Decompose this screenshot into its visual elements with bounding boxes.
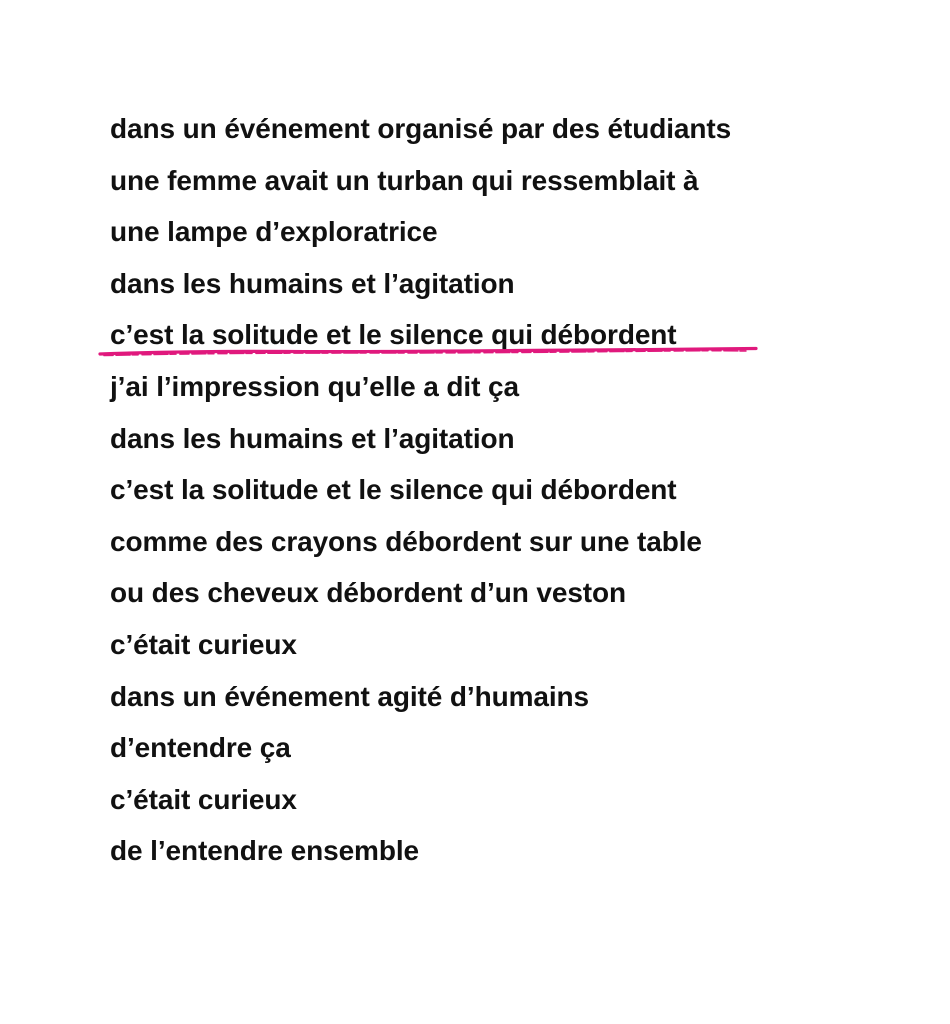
- poem-line-2: une femme avait un turban qui ressemblait à: [110, 164, 699, 196]
- hand-drawn-underline: [98, 343, 760, 359]
- poem-line-8: c’est la solitude et le silence qui débordent: [110, 474, 677, 506]
- poem-line-6: j’ai l’impression qu’elle a dit ça: [110, 370, 519, 402]
- poem-line-9: comme des crayons débordent sur une table: [110, 525, 702, 557]
- poem-line-14: c’était curieux: [110, 783, 297, 815]
- poem-line-4: dans les humains et l’agitation: [110, 267, 515, 299]
- poem-line-13: d’entendre ça: [110, 732, 291, 764]
- poem-line-11: c’était curieux: [110, 628, 297, 660]
- poem-line-3: une lampe d’exploratrice: [110, 216, 438, 248]
- poem-line-1: dans un événement organisé par des étudiants: [110, 113, 732, 144]
- poem-line-10: ou des cheveux débordent d’un veston: [110, 577, 627, 609]
- poem-line-5-underlined: c’est la solitude et le silence qui débordent: [110, 319, 677, 351]
- poem-line-7: dans les humains et l’agitation: [110, 422, 515, 454]
- poem-text: [110, 103, 910, 877]
- poem-line-12: dans un événement agité d’humains: [110, 680, 590, 712]
- poem-line-15: de l’entendre ensemble: [110, 835, 420, 867]
